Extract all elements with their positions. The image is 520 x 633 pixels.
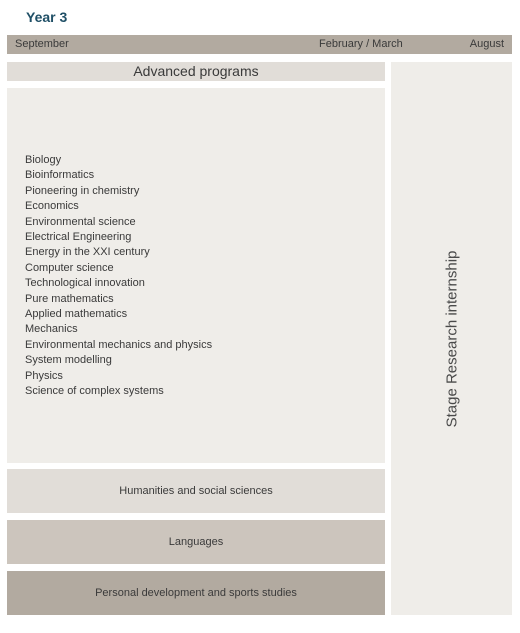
program-item: System modelling (25, 354, 112, 367)
program-item: Computer science (25, 261, 114, 274)
internship-block (391, 62, 512, 615)
program-item: Applied mathematics (25, 308, 128, 321)
advanced-programs-list (25, 153, 212, 400)
program-item: Environmental mechanics and physics (25, 338, 213, 351)
languages-block: Languages (7, 520, 385, 564)
program-item: Mechanics (25, 323, 78, 336)
program-item: Biology (25, 154, 62, 166)
program-item: Bioinformatics (25, 169, 95, 182)
advanced-programs-list-box (7, 88, 385, 463)
internship-label: Stage Research internship (443, 250, 460, 427)
timeline-start-label: September (15, 38, 69, 50)
program-item: Physics (25, 369, 63, 382)
program-item: Pure mathematics (25, 292, 114, 305)
program-item: Energy in the XXI century (25, 246, 150, 259)
program-item: Science of complex systems (25, 385, 164, 398)
program-item: Economics (25, 200, 79, 213)
advanced-programs-heading: Advanced programs (7, 62, 385, 81)
page-title: Year 3 (26, 9, 68, 25)
timeline-end-label: August (469, 38, 504, 50)
timeline-bar (7, 35, 512, 54)
personal-development-block: Personal development and sports studies (7, 571, 385, 615)
program-item: Technological innovation (25, 277, 145, 290)
humanities-block: Humanities and social sciences (7, 469, 385, 513)
program-item: Electrical Engineering (25, 231, 132, 244)
program-item: Environmental science (25, 215, 136, 228)
timeline-middle-label: February / March (319, 38, 403, 50)
program-item: Pioneering in chemistry (25, 184, 140, 197)
